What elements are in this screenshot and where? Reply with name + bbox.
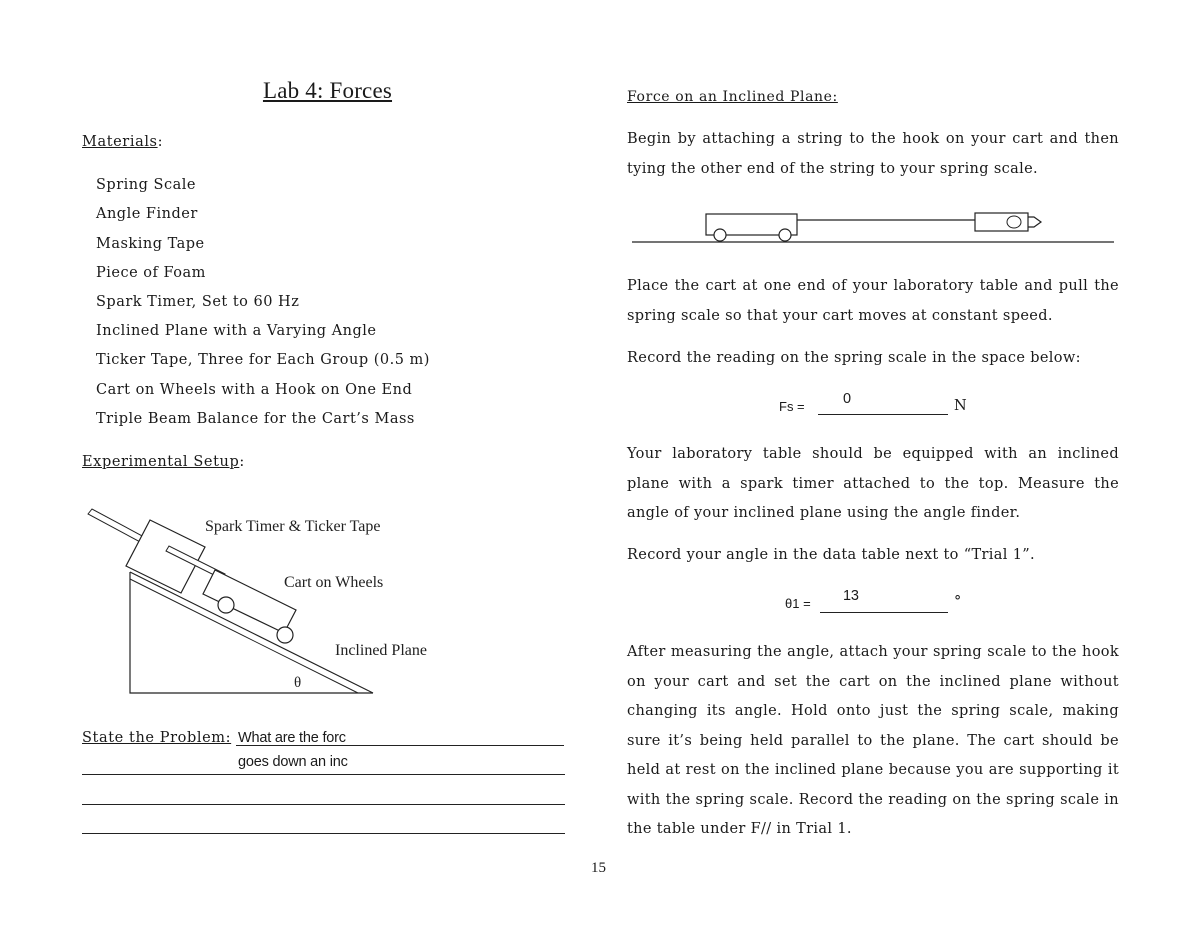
paragraph-1: Begin by attaching a string to the hook on your cart and then tying the other end of the string to your spring scale.	[627, 131, 1119, 177]
theta-answer-line	[820, 612, 948, 613]
material-item: Masking Tape	[96, 236, 205, 252]
section-heading: Force on an Inclined Plane:	[627, 89, 838, 105]
label-timer: Spark Timer & Ticker Tape	[205, 518, 381, 535]
material-item: Spark Timer, Set to 60 Hz	[96, 294, 300, 310]
paragraph-5: Record your angle in the data table next to “Trial 1”.	[627, 547, 1035, 563]
setup-heading: Experimental Setup:	[82, 454, 245, 470]
material-item: Piece of Foam	[96, 265, 206, 281]
page-title: Lab 4: Forces	[262, 78, 393, 103]
cart-wheel	[779, 229, 791, 241]
cart-wheel	[218, 597, 234, 613]
paragraph-6: After measuring the angle, attach your spring scale to the hook on your cart and set the cart on the inclined plane without changing its angle. Hold onto just the spring scale, making sure it’s being held parallel to the plane. The cart should be held at rest on the inclined plane because you are supporting it with the spring scale. Record the reading on the spring scale in the table under F// in Trial 1.	[627, 644, 1119, 837]
answer-line	[82, 804, 565, 805]
label-angle: θ	[294, 675, 302, 691]
cart-scale-diagram	[630, 205, 1120, 250]
problem-label: State the Problem:	[82, 730, 232, 746]
answer-line	[82, 833, 565, 834]
material-item: Inclined Plane with a Varying Angle	[96, 323, 377, 339]
material-item: Angle Finder	[96, 206, 198, 222]
answer-line	[236, 745, 564, 746]
label-plane: Inclined Plane	[335, 642, 427, 659]
spark-timer	[126, 520, 205, 593]
theta-unit: °	[954, 594, 962, 610]
cart-wheel	[714, 229, 726, 241]
material-item: Cart on Wheels with a Hook on One End	[96, 382, 413, 398]
cart-body	[203, 570, 296, 633]
materials-heading: Materials:	[82, 134, 164, 150]
label-cart: Cart on Wheels	[284, 574, 384, 591]
inclined-plane-diagram	[80, 500, 460, 700]
paragraph-3: Record the reading on the spring scale in the space below:	[627, 350, 1081, 366]
answer-line	[82, 774, 565, 775]
paragraph-2: Place the cart at one end of your laboratory table and pull the spring scale so that your cart moves at constant speed.	[627, 278, 1119, 324]
material-item: Ticker Tape, Three for Each Group (0.5 m)	[96, 352, 430, 368]
material-item: Spring Scale	[96, 177, 196, 193]
theta-label: θ1 =	[785, 596, 811, 611]
paragraph-4: Your laboratory table should be equipped with an inclined plane with a spark timer attached to the top. Measure the angle of your inclined plane using the angle finder.	[627, 446, 1119, 521]
scale-hook	[1028, 217, 1041, 227]
fs-value[interactable]: 0	[843, 391, 851, 407]
cart-wheel	[277, 627, 293, 643]
scale-dial	[1007, 216, 1021, 228]
fs-label: Fs =	[779, 399, 805, 414]
material-item: Triple Beam Balance for the Cart’s Mass	[96, 411, 415, 427]
fs-unit: N	[954, 398, 968, 414]
ticker-tape	[88, 509, 146, 543]
problem-answer-line1[interactable]: What are the forc	[238, 730, 346, 746]
problem-answer-line2[interactable]: goes down an inc	[238, 754, 348, 770]
page-number: 15	[591, 860, 606, 876]
theta-value[interactable]: 13	[843, 588, 859, 604]
fs-answer-line	[818, 414, 948, 415]
